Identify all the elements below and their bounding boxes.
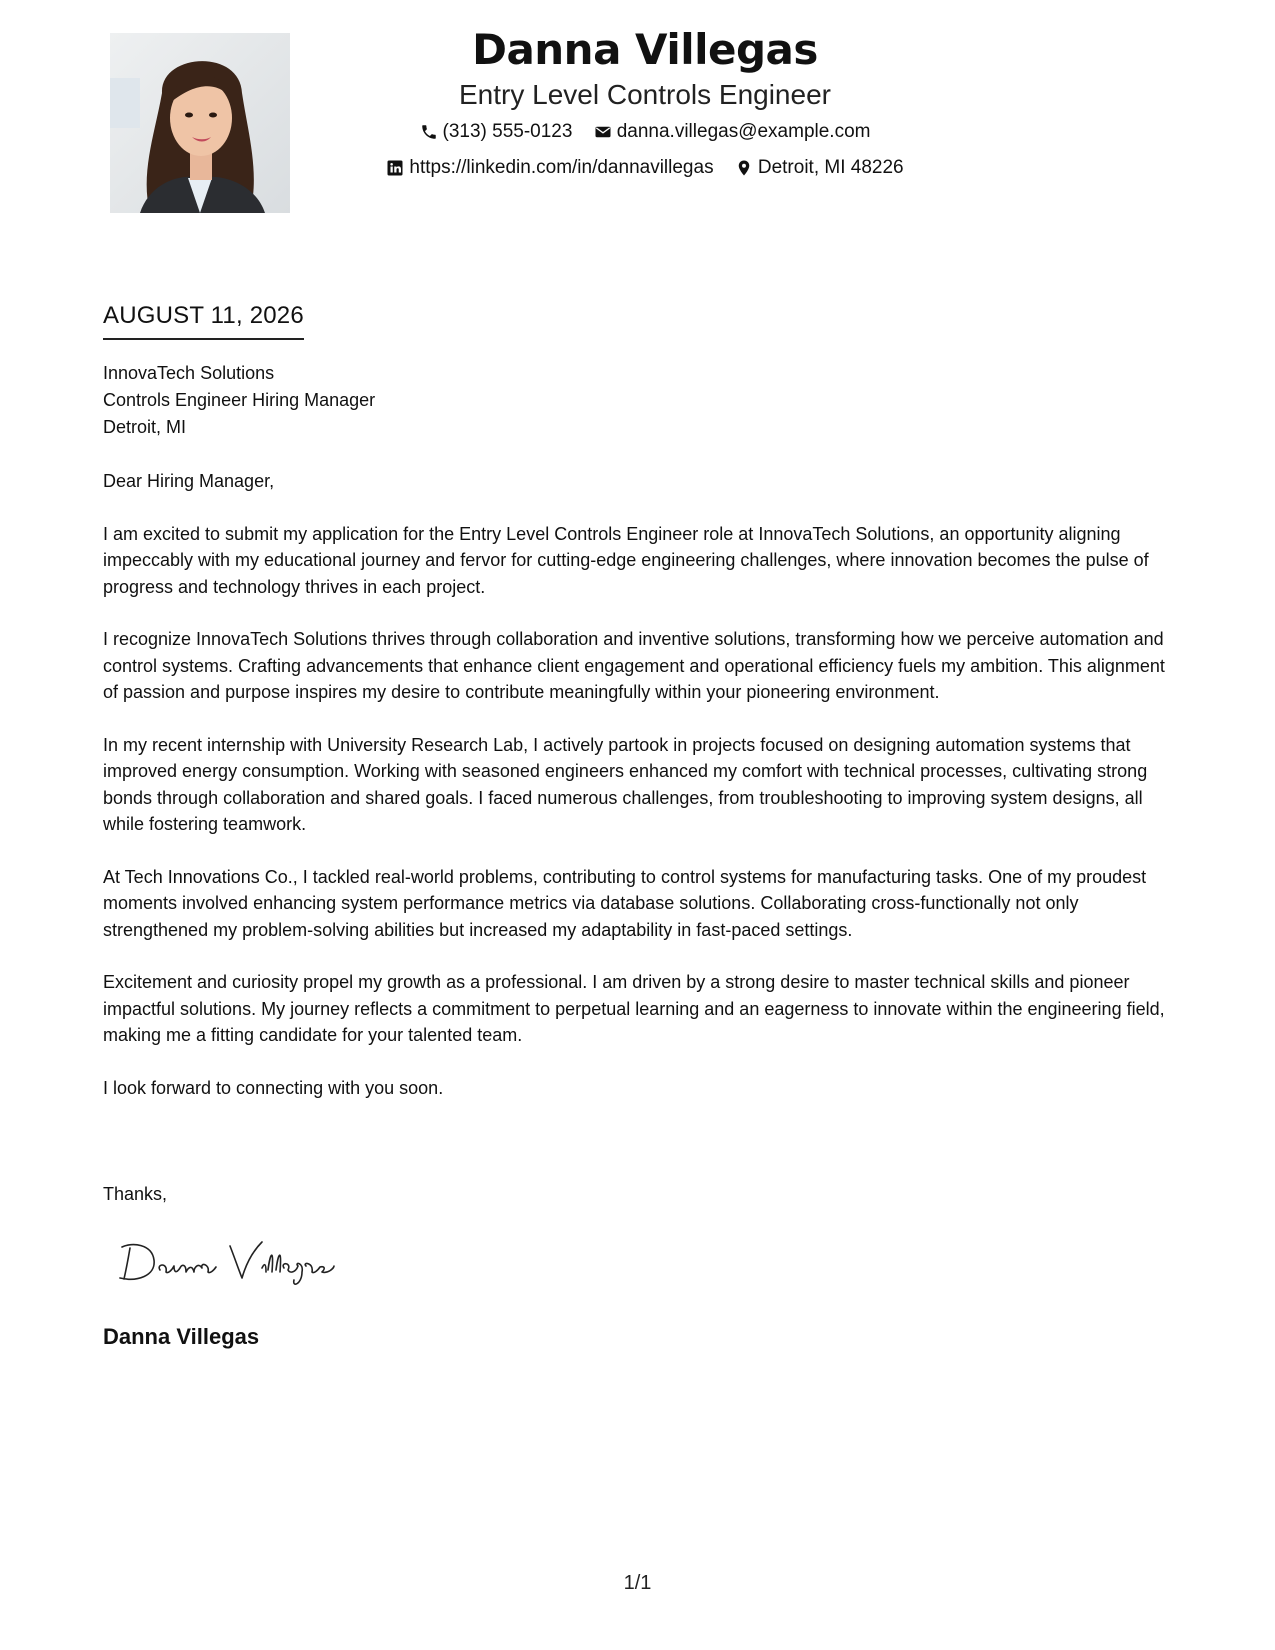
header	[290, 22, 1000, 184]
contact-line-2	[290, 156, 1000, 184]
recipient-block	[103, 360, 375, 441]
closing: Thanks,	[103, 1184, 168, 1204]
paragraph: At Tech Innovations Co., I tackled real-world problems, contributing to control systems for manufacturing tasks. One of my proudest moments involved enhancing system performance metrics via database solutions. Collaborating cross-functionally not only strengthened my problem-solving abilities but increased my adaptability in fast-paced settings.	[103, 866, 1147, 940]
envelope-icon	[594, 123, 612, 141]
map-marker-icon	[735, 159, 753, 177]
recipient-city: Detroit, MI	[103, 417, 187, 437]
paragraph: In my recent internship with University Research Lab, I actively partook in projects focused on designing automation systems that improved energy consumption. Working with seasoned engineers enhanced my comfort with technical processes, cultivating strong bonds through collaboration and shared goals. I faced numerous challenges, from troubleshooting to improving system designs, all while fostering teamwork.	[103, 734, 1148, 834]
linkedin-icon	[386, 159, 404, 177]
email-contact[interactable]	[594, 120, 871, 144]
phone-text: (313) 555-0123	[442, 121, 573, 142]
contact-line-1	[290, 120, 1000, 148]
phone-contact[interactable]	[420, 120, 573, 144]
paragraph: I recognize InnovaTech Solutions thrives through collaboration and inventive solutions, transforming how we perceive automation and control systems. Crafting advancements that enhance client engagement and operational efficiency fuels my ambition. This alignment of passion and purpose inspires my desire to contribute meaningfully within your pioneering environment.	[103, 629, 1165, 702]
job-title: Entry Level Controls Engineer	[459, 79, 831, 110]
location-contact	[735, 156, 904, 180]
recipient-company: InnovaTech Solutions	[103, 363, 275, 383]
letter-date: AUGUST 11, 2026	[103, 300, 304, 340]
linkedin-contact[interactable]	[386, 156, 713, 180]
linkedin-text: https://linkedin.com/in/dannavillegas	[409, 157, 714, 178]
salutation: Dear Hiring Manager,	[103, 471, 275, 491]
signer-name: Danna Villegas	[103, 1324, 260, 1349]
handwritten-signature	[112, 1232, 362, 1292]
email-text: danna.villegas@example.com	[616, 121, 871, 142]
paragraph: I look forward to connecting with you soon.	[103, 1077, 444, 1098]
phone-icon	[420, 123, 438, 141]
location-text: Detroit, MI 48226	[757, 157, 904, 178]
applicant-name: Danna Villegas	[472, 25, 818, 74]
paragraph: I am excited to submit my application for the Entry Level Controls Engineer role at InnovaTech Solutions, an opportunity aligning impeccably with my educational journey and fervor for cutting-edge engineering challenges, where innovation becomes the pulse of progress and technology thrives in each project.	[103, 523, 1149, 597]
recipient-role: Controls Engineer Hiring Manager	[103, 390, 376, 410]
letter-body	[103, 468, 1178, 1127]
page-number: 1/1	[623, 1572, 652, 1594]
profile-photo	[110, 33, 290, 213]
paragraph: Excitement and curiosity propel my growth as a professional. I am driven by a strong desire to master technical skills and pioneer impactful solutions. My journey reflects a commitment to perpetual learning and an eagerness to innovate within the engineering field, making me a fitting candidate for your talented team.	[103, 972, 1165, 1045]
